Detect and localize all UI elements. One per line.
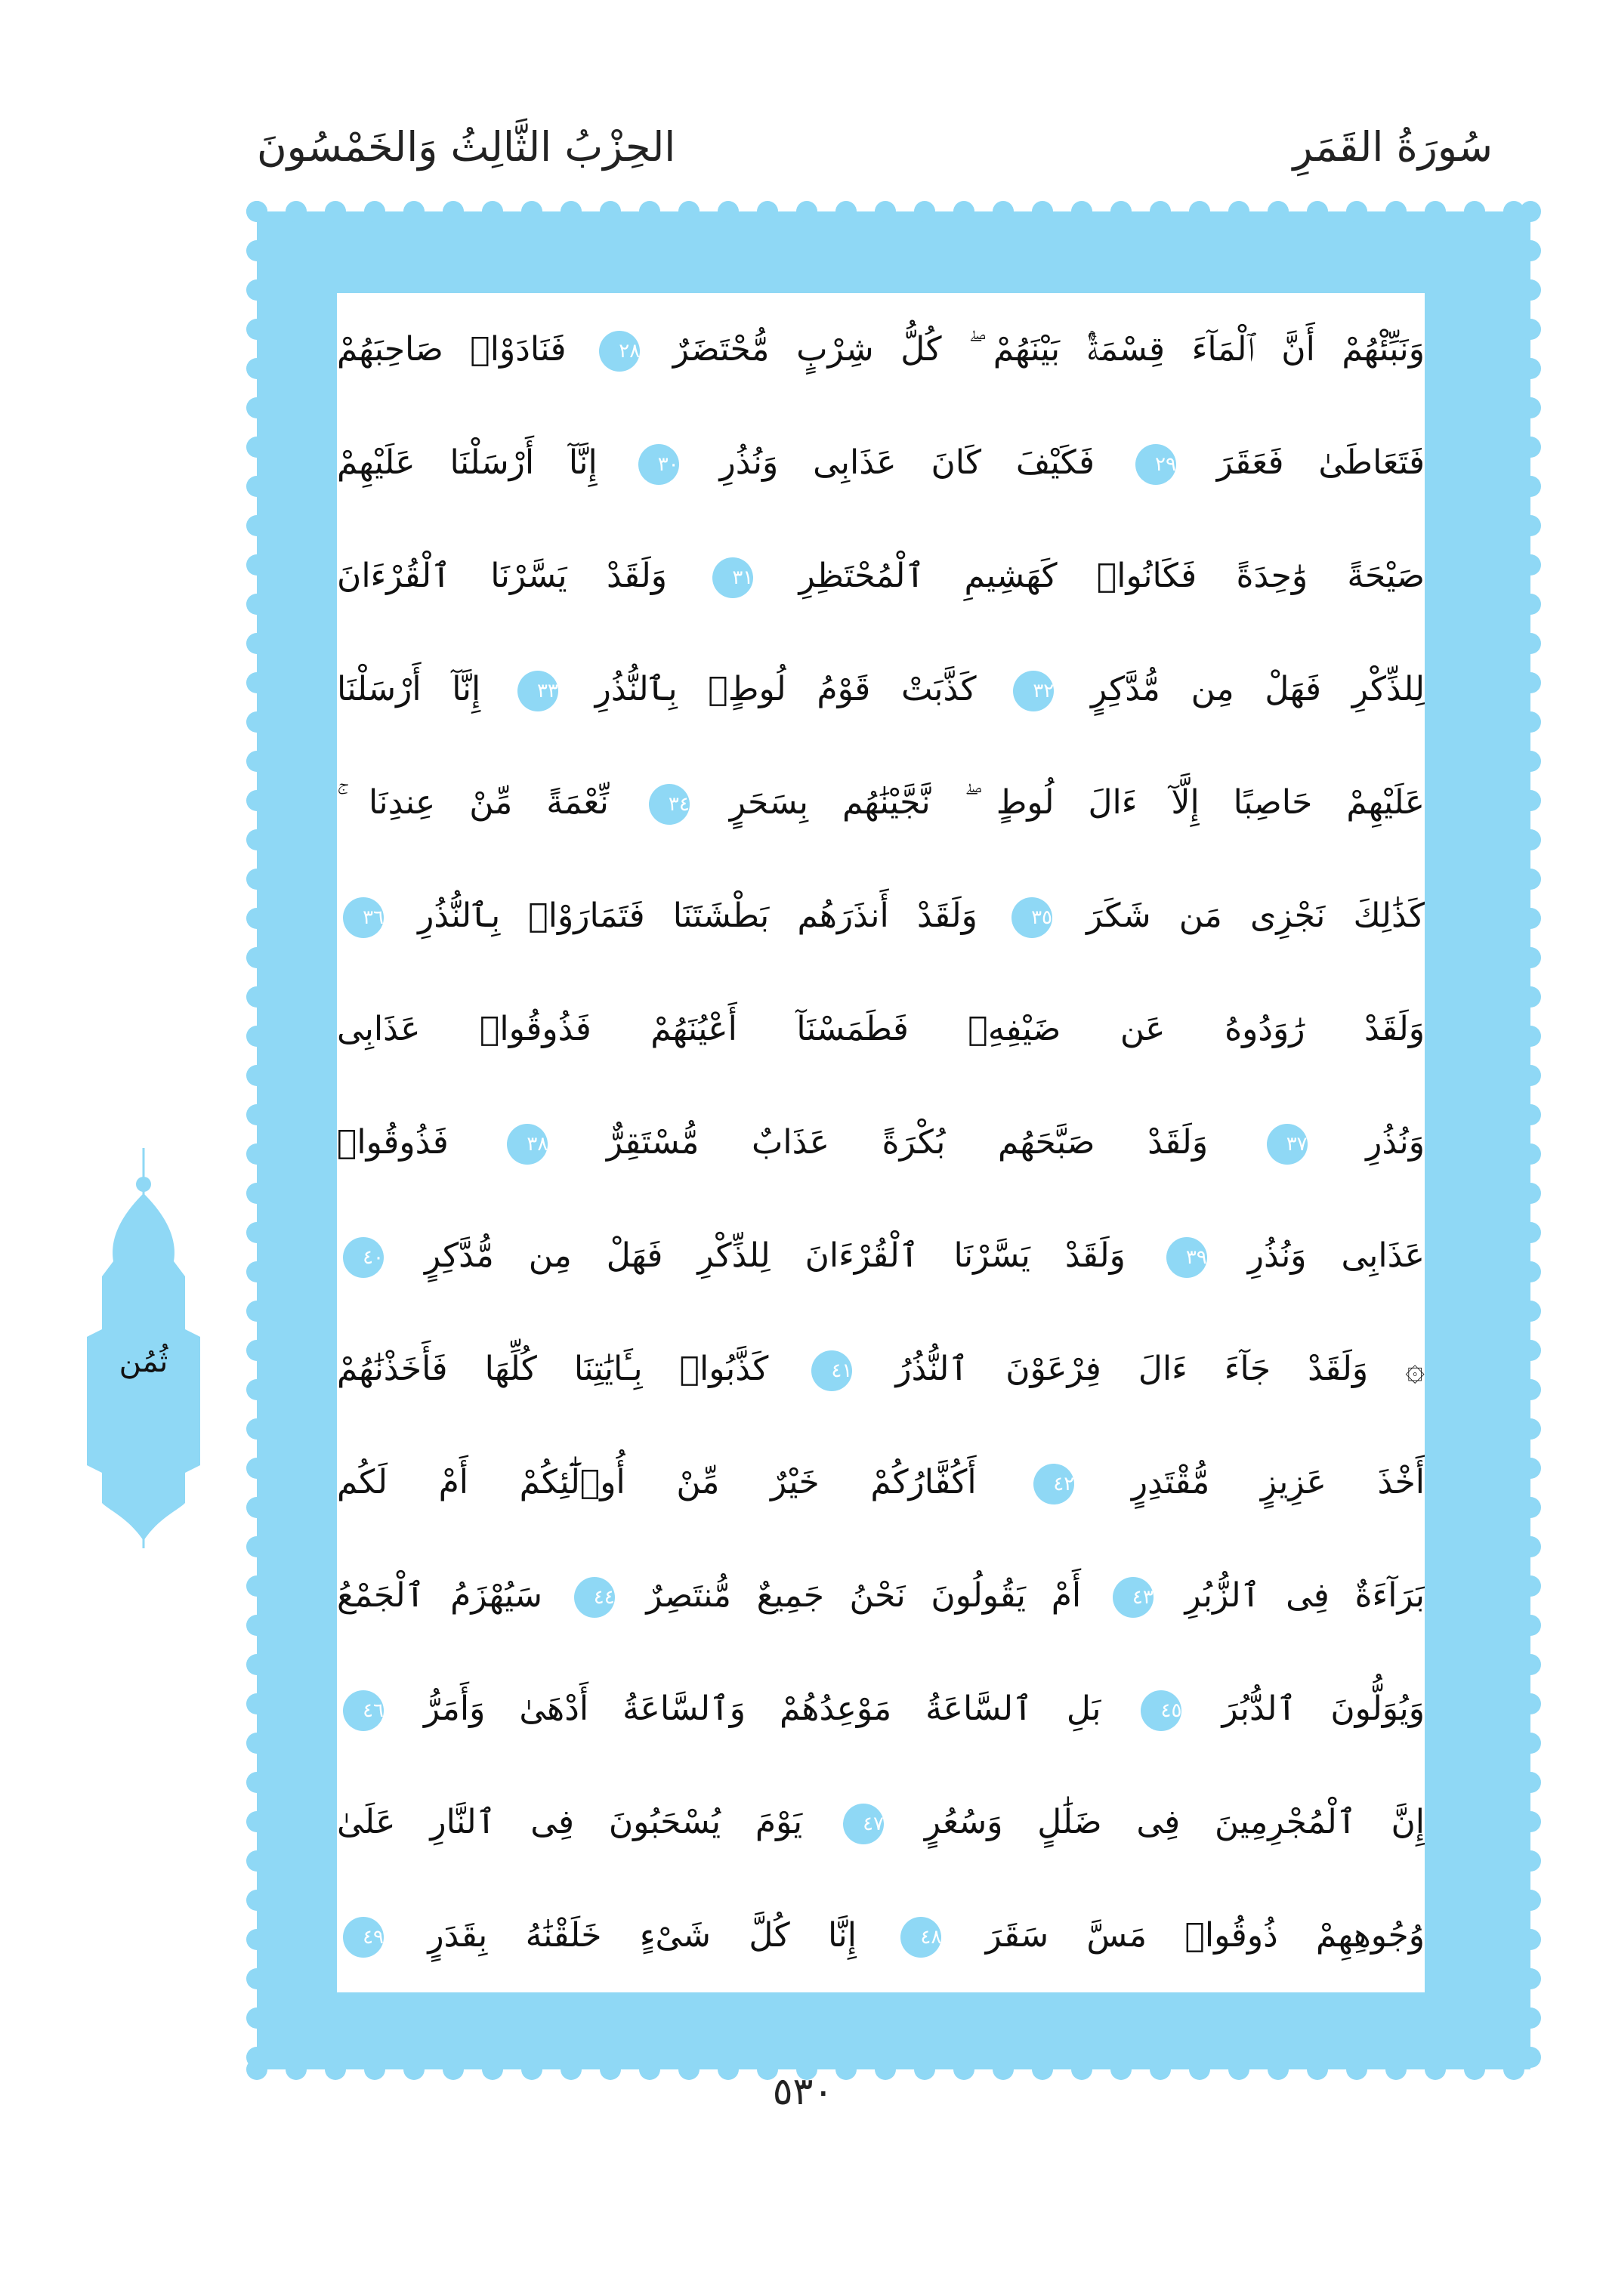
ayah-number-marker: ٤٩ [343,1917,384,1958]
ayah-number-marker: ٤١ [811,1350,852,1391]
ayah-number-marker: ٤٥ [1141,1690,1181,1731]
ayah-number-marker: ٢٩ [1135,444,1176,485]
ayah-number-marker: ٤٦ [343,1690,384,1731]
ayah-number-marker: ٤٢ [1033,1464,1074,1504]
text-line: أَخْذَ عَزِيزٍ مُّقْتَدِرٍ ٤٢ أَكُفَّارُكُمْ خَيْرٌ مِّنْ أُو۟لَٰٓئِكُمْ أَمْ لَكُم [337,1426,1425,1539]
ayah-number-marker: ٤٤ [574,1577,615,1618]
text-line: عَلَيْهِمْ حَاصِبًا إِلَّآ ءَالَ لُوطٍ ۖ نَّجَّيْنَٰهُم بِسَحَرٍ ٣٤ نِّعْمَةً مِّنْ عِندِنَا ۚ [337,746,1425,859]
ayah-number-marker: ٣٥ [1011,897,1052,938]
text-line: وَنُذُرِ ٣٧ وَلَقَدْ صَبَّحَهُم بُكْرَةً عَذَابٌ مُّسْتَقِرٌّ ٣٨ فَذُوقُوا۟ [337,1086,1425,1199]
quran-text-area [337,293,1425,1992]
ayah-number-marker: ٣٨ [507,1124,548,1165]
ayah-number-marker: ٣٧ [1267,1124,1308,1165]
text-line: وُجُوهِهِمْ ذُوقُوا۟ مَسَّ سَقَرَ ٤٨ إِنَّا كُلَّ شَىْءٍ خَلَقْنَٰهُ بِقَدَرٍ ٤٩ [337,1879,1425,1992]
ayah-number-marker: ٤٣ [1113,1577,1154,1618]
text-line: وَنَبِّئْهُمْ أَنَّ ٱلْمَآءَ قِسْمَةٌۢ بَيْنَهُمْ ۖ كُلُّ شِرْبٍ مُّحْتَضَرٌ ٢٨ فَنَادَوْا۟ صَاحِبَهُمْ [337,293,1425,406]
page-number: ٥٣٠ [772,2069,834,2113]
surah-title: سُورَةُ القَمَرِ [1293,123,1493,171]
text-line: عَذَابِى وَنُذُرِ ٣٩ وَلَقَدْ يَسَّرْنَا ٱلْقُرْءَانَ لِلذِّكْرِ فَهَلْ مِن مُّدَّكِرٍ ٤٠ [337,1199,1425,1313]
quarter-marker-label: ثُمُن [119,1344,168,1379]
text-line: ۞ وَلَقَدْ جَآءَ ءَالَ فِرْعَوْنَ ٱلنُّذُرُ ٤١ كَذَّبُوا۟ بِـَٔايَٰتِنَا كُلِّهَا فَأَخَذْنَٰهُمْ [337,1313,1425,1426]
ayah-number-marker: ٣٩ [1166,1237,1207,1278]
ayah-number-marker: ٣٠ [638,444,679,485]
ayah-number-marker: ٤٠ [343,1237,384,1278]
ayah-number-marker: ٤٨ [900,1917,941,1958]
text-line: كَذَٰلِكَ نَجْزِى مَن شَكَرَ ٣٥ وَلَقَدْ أَنذَرَهُم بَطْشَتَنَا فَتَمَارَوْا۟ بِٱلنُّذُرِ ٣٦ [337,859,1425,973]
hizb-title: الحِزْبُ الثَّالِثُ وَالخَمْسُونَ [257,123,676,171]
ayah-number-marker: ٣٦ [343,897,384,938]
ayah-number-marker: ٣١ [712,557,753,598]
text-line: وَلَقَدْ رَٰوَدُوهُ عَن ضَيْفِهِۦ فَطَمَسْنَآ أَعْيُنَهُمْ فَذُوقُوا۟ عَذَابِى [337,1010,1425,1048]
text-line: لِلذِّكْرِ فَهَلْ مِن مُّدَّكِرٍ ٣٢ كَذَّبَتْ قَوْمُ لُوطٍۭ بِٱلنُّذُرِ ٣٣ إِنَّآ أَرْسَلْنَا [337,633,1425,746]
text-line: إِنَّ ٱلْمُجْرِمِينَ فِى ضَلَٰلٍ وَسُعُرٍ ٤٧ يَوْمَ يُسْحَبُونَ فِى ٱلنَّارِ عَلَىٰ [337,1766,1425,1879]
ayah-number-marker: ٢٨ [599,331,640,372]
text-line: فَتَعَاطَىٰ فَعَقَرَ ٢٩ فَكَيْفَ كَانَ عَذَابِى وَنُذُرِ ٣٠ إِنَّآ أَرْسَلْنَا عَلَيْهِمْ [337,406,1425,520]
text-line: صَيْحَةً وَٰحِدَةً فَكَانُوا۟ كَهَشِيمِ ٱلْمُحْتَظِرِ ٣١ وَلَقَدْ يَسَّرْنَا ٱلْقُرْءَانَ [337,520,1425,633]
ayah-number-marker: ٣٢ [1013,671,1054,711]
ayah-number-marker: ٤٧ [843,1804,884,1844]
ayah-number-marker: ٣٤ [649,784,690,825]
text-line: بَرَآءَةٌ فِى ٱلزُّبُرِ ٤٣ أَمْ يَقُولُونَ نَحْنُ جَمِيعٌ مُّنتَصِرٌ ٤٤ سَيُهْزَمُ ٱلْجَمْعُ [337,1539,1425,1653]
ayah-number-marker: ٣٣ [517,671,558,711]
text-line: وَيُوَلُّونَ ٱلدُّبُرَ ٤٥ بَلِ ٱلسَّاعَةُ مَوْعِدُهُمْ وَٱلسَّاعَةُ أَدْهَىٰ وَأَمَرُّ ٤٦ [337,1653,1425,1766]
